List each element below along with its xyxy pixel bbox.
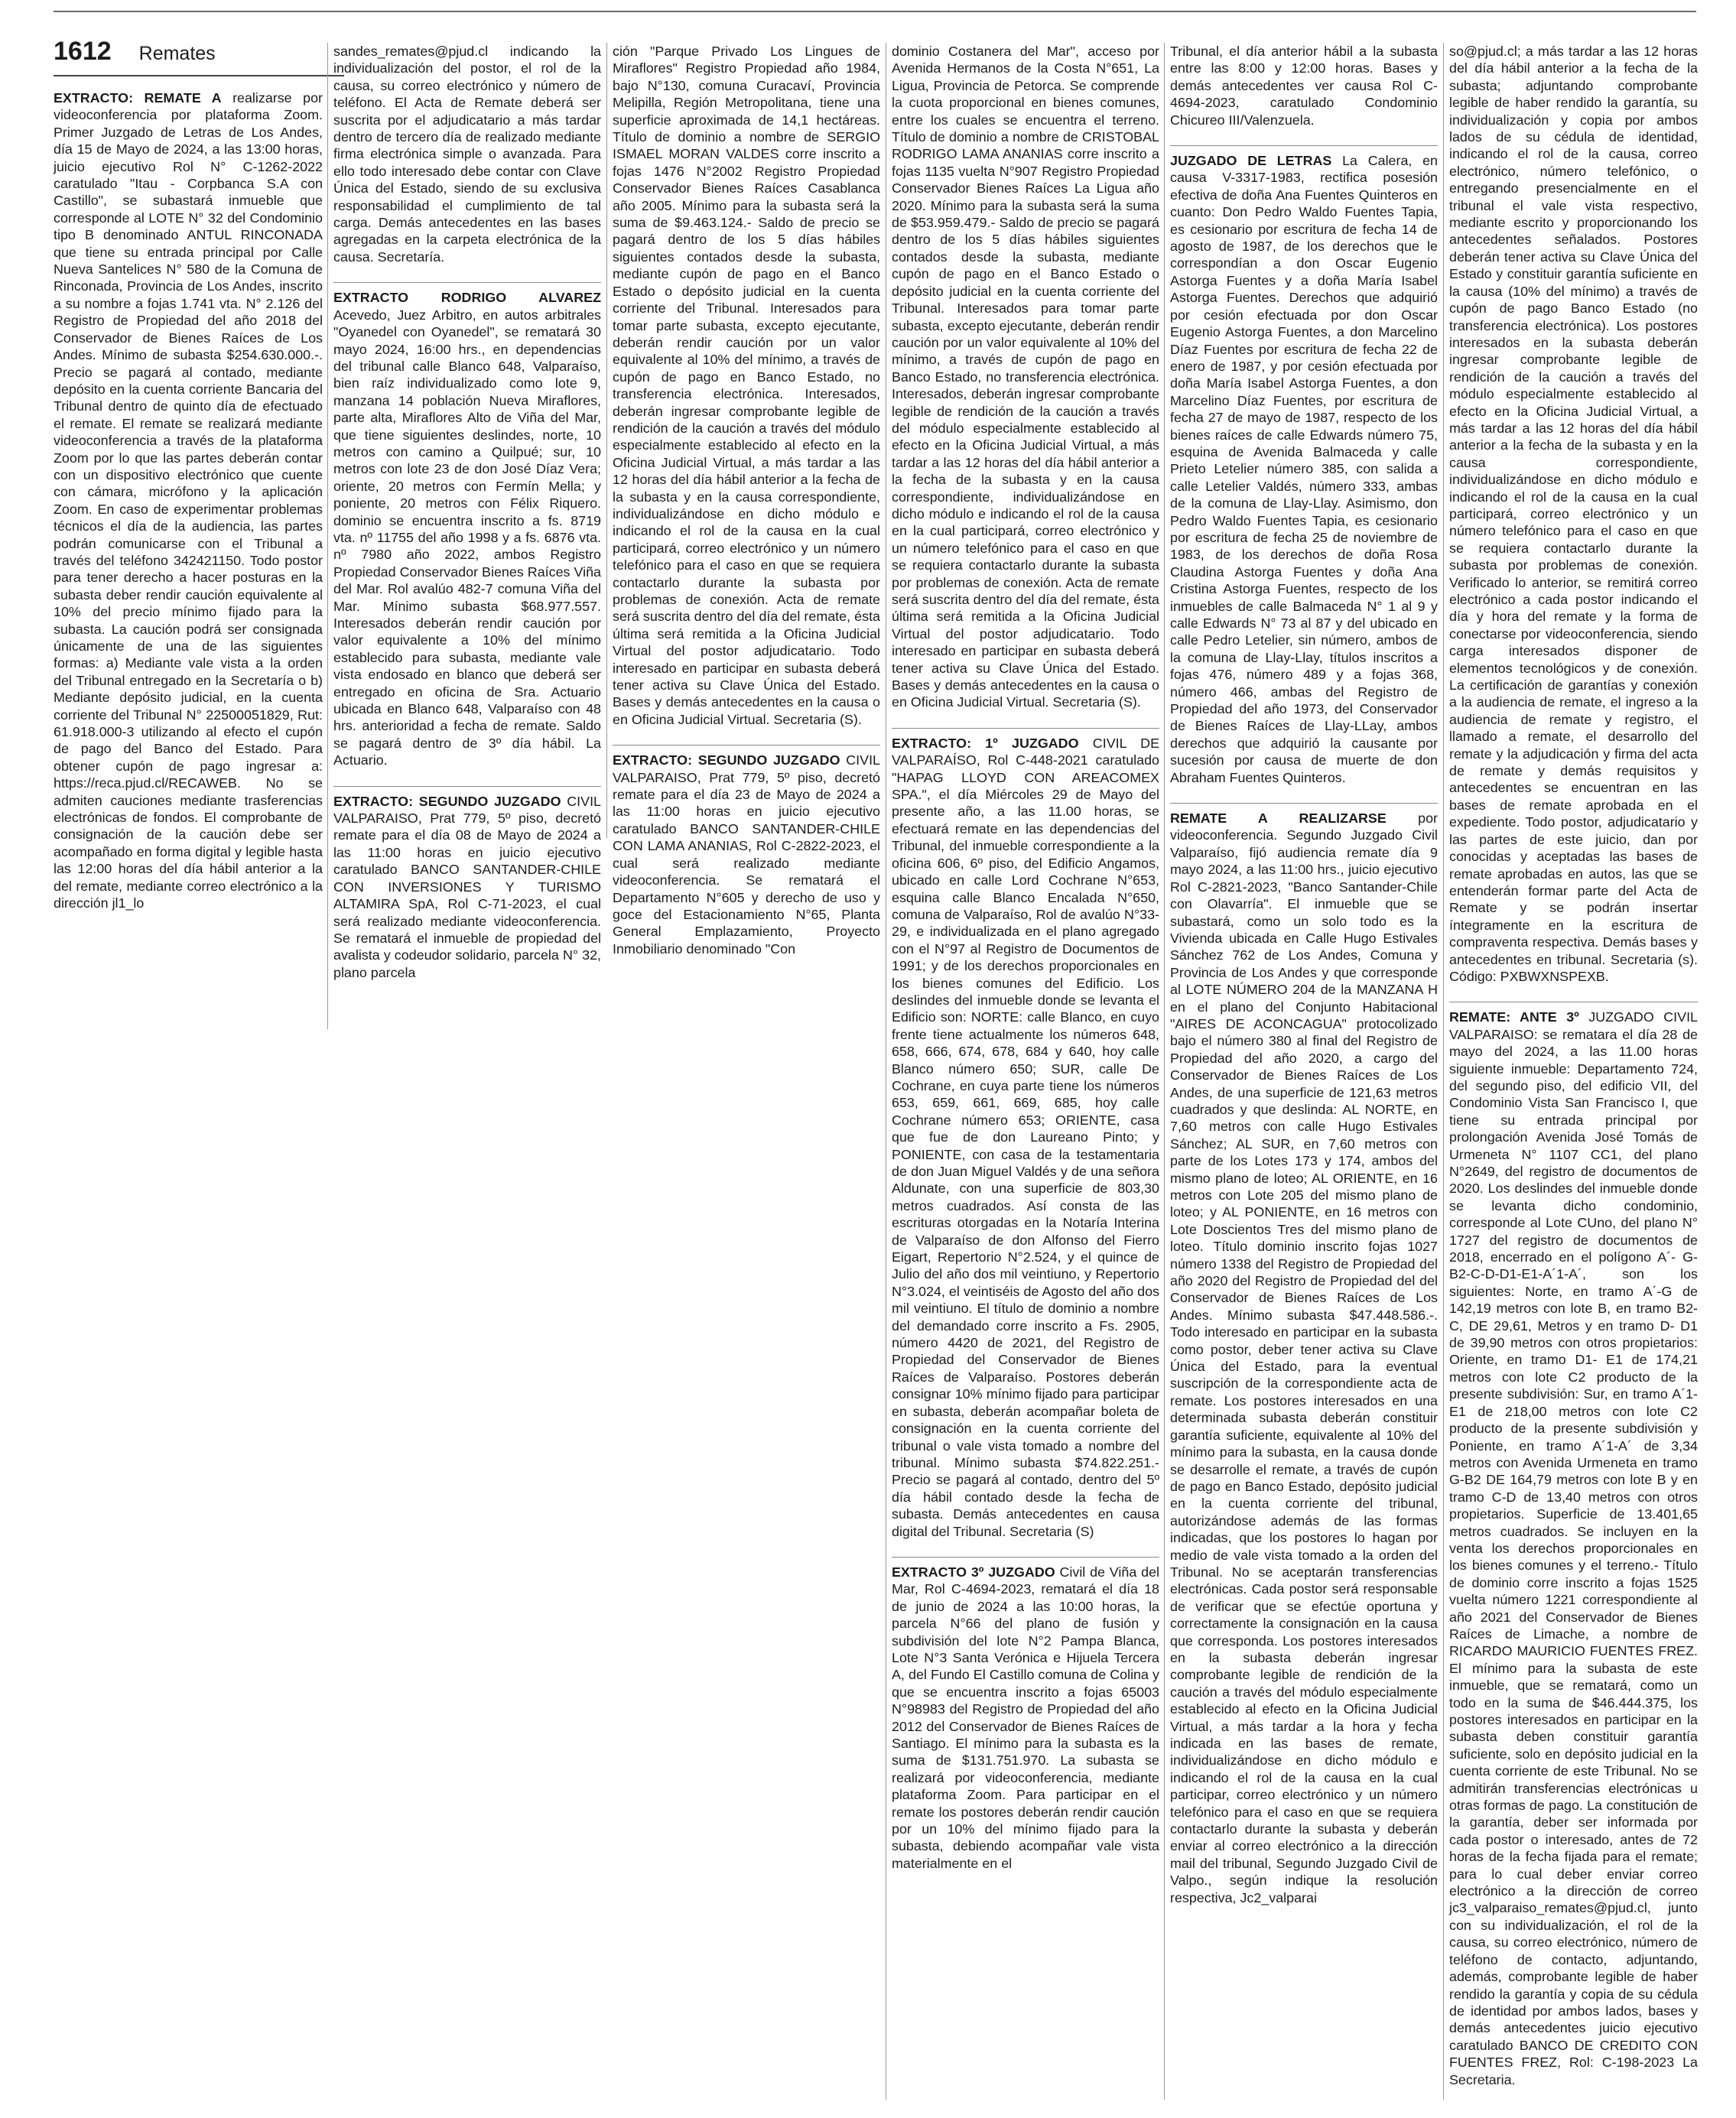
notice-heading: EXTRACTO: 1º JUZGADO — [892, 735, 1079, 751]
notice-body: dominio Costanera del Mar", acceso por Avenida Hermanos de la Costa N°651, La Ligua, Provincia de Petorca. Se comprende la cuota proporcional en bienes comunes, entre los cuales se encuentra el terreno. Título de dominio a nombre de CRISTOBAL RODRIGO LAMA ANANIAS corre inscrito a fojas 1135 vuelta N°907 Registro Propiedad Conservador Bienes Raíces La Ligua año 2020. Mínimo para la subasta será la suma de $53.959.479.- Saldo de precio se pagará dentro de los 5 días hábiles siguientes contados desde la subasta, mediante cupón de pago en el Banco Estado o depósito judicial en la cuenta corriente del Tribunal. Interesados para tomar parte subasta, excepto ejecutante, deberán rendir caución por un valor equivalente al 10% del mínimo, a través de cupón de pago en Banco Estado, no transferencia electrónica. Interesados, deberán ingresar comprobante legible de rendición de la caución a través del módulo especialmente establecido al efecto en la Oficina Judicial Virtual, a más tardar a las 12 horas del día hábil anterior a la fecha de la subasta y en la causa correspondiente, individualizándose en dicho módulo e indicando el rol de la causa en la cual participará, correo electrónico y un número telefónico para el caso en que se requiera contactarlo durante la subasta por problemas de conexión. Acta de remate será suscrita dentro del día del remate, ésta última será remitida a la Oficina Judicial Virtual del postor adjudicatario. Todo interesado en participar en subasta deberá tener activa su Clave Única del Estado. Bases y demás antecedentes en la causa o en Oficina Judicial Virtual. Secretaria (S). — [892, 44, 1159, 710]
column-divider — [1164, 43, 1165, 2100]
column-1 — [54, 89, 323, 929]
legal-notice — [1170, 810, 1438, 1906]
notice-body: por videoconferencia. Segundo Juzgado Civil Valparaíso, fijó audiencia remate día 9 mayo 2024, a las 11:00 hrs., juicio ejecutivo Rol C-2821-2023, "Banco Santander-Chile con Olavarría". El inmueble que se subastará, como un solo todo es la Vivienda ubicada en Calle Hugo Estivales Sánchez 762 de Los Andes, Comuna y Provincia de Los Andes y que corresponde al LOTE NÚMERO 204 de la MANZANA H en el plano del Conjunto Habitacional "AIRES DE ACONCAGUA" protocolizado bajo el número 380 al final del Registro de Propiedad del año 2020, a cargo del Conservador de Bienes Raíces de Los Andes, de una superficie de 121,63 metros cuadrados y que deslinda: AL NORTE, en 7,60 metros con calle Hugo Estivales Sánchez; AL SUR, en 7,60 metros con parte de los Lotes 173 y 174, ambos del mismo plano de loteo; AL ORIENTE, en 16 metros con Lote 205 del mismo plano de loteo; y AL PONIENTE, en 16 metros con Lote Doscientos Tres del mismo plano de loteo. Título dominio inscrito fojas 1027 número 1338 del Registro de Propiedad del año 2020 del Registro de Propiedad del del Conservador de Bienes Raíces de Los Andes. Mínimo subasta $47.448.586.-. Todo interesado en participar en la subasta como postor, deber tener activa su Clave Única del Estado, para la eventual suscripción de la correspondiente acta de remate. Los postores interesados en una determinada subasta deberán constituir garantía suficiente, equivalente al 10% del mínimo para la subasta, en la causa donde se desarrolle el remate, a través de cupón de pago en Banco Estado, depósito judicial en la cuenta corriente del tribunal, autorizándose además de las formas indicadas, que los postores lo hagan por medio de vale vista tomado a la orden del Tribunal. No se aceptarán transferencias electrónicas. Cada postor será responsable de verificar que se efectúe oportuna y correctamente la consignación en la causa que corresponda. Los postores interesados en la subasta deberán ingresar comprobante legible de rendición de la caución a través del módulo especialmente establecido al efecto en la Oficina Judicial Virtual, a más tardar a la hora y fecha indicada en las bases de remate, individualizándose en dicho módulo e indicando el rol de la causa en la cual participar, correo electrónico y un número telefónico para el caso en que se requiera contactarlo durante la subasta y deberán enviar al correo electrónico a la dirección mail del tribunal, Segundo Juzgado Civil de Valpo., según indique la resolución respectiva, Jc2_valparai — [1170, 810, 1438, 1905]
notice-body: sandes_remates@pjud.cl indicando la individualización del postor, el rol de la causa, su correo electrónico y número de teléfono. El Acta de Remate deberá ser suscrita por el adjudicatario a más tardar dentro de tercero día de realizado mediante firma electrónica simple o avanzada. Para ello todo interesado debe contar con Clave Única del Estado, siendo de su exclusiva responsabilidad el cumplimiento de tal carga. Demás antecedentes en las bases agregadas en la carpeta electrónica de la causa. Secretaría. — [333, 44, 601, 265]
page-number: 1612 — [54, 37, 112, 66]
notice-body: JUZGADO CIVIL VALPARAISO: se rematara el día 28 de mayo del 2024, a las 11.00 horas siguiente inmueble: Departamento 724, del segundo piso, del edificio VII, del Condominio Vista San Francisco I, que tiene su entrada principal por prolongación Avenida José Tomás de Urmeneta N° 1107 CC1, del plano N°2649, del registro de documentos de 2020. Los deslindes del inmueble donde se levanta dicho condominio, corresponde al Lote CUno, del plano N° 1727 del registro de documentos de 2018, encerrado en el polígono A´- G- B2-C-D-D1-E1-A´1-A´, son los siguientes: Norte, en tramo A´-G de 142,19 metros con lote B, en tramo B2-C, DE 29,61, Metros y en tramo D- D1 de 39,90 metros con otros propietarios: Oriente, en tramo D1- E1 de 174,21 metros con lote C2 producto de la presente subdivisión: Sur, en tramo A´1-E1 de 218,00 metros con lote C2 producto de la presente subdivisión y Poniente, en tramo A´1-A´ de 3,34 metros con Avenida Urmeneta en tramo G-B2 DE 164,79 metros con lote B y en tramo C-D de 13,40 metros con otros propietarios. Superficie de 13.401,65 metros cuadrados. Se incluyen en la venta los derechos proporcionales en los bienes comunes y el terreno.- Título de dominio corre inscrito a fojas 1525 vuelta número 1221 correspondiente al año 2021 del Conservador de Bienes Raíces de Limache, a nombre de RICARDO MAURICIO FUENTES FREZ. El mínimo para la subasta de este inmueble, que se rematará, como un todo en la suma de $46.444.375, los postores interesados en participar en la subasta deben constituir garantía suficiente, solo en depósito judicial en la cuenta corriente de este Tribunal. No se admitirán transferencias electrónicas u otras formas de pago. La constitución de la garantía, deber ser informada por cada postor o interesado, antes de 72 horas de la fecha fijada para el remate; para lo cual deber enviar correo electrónico a la dirección de correo jc3_valparaiso_remates@pjud.cl, junto con su individualización, el rol de la causa, su correo electrónico, número de teléfono de contacto, adjuntando, además, comprobante legible de haber rendido la garantía y copia de su cédula de identidad por ambos lados, bases y demás antecedentes juicio ejecutivo caratulado BANCO DE CREDITO CON FUENTES FREZ, Rol: C-198-2023 La Secretaria. — [1449, 1009, 1698, 2087]
notice-separator — [333, 786, 601, 787]
legal-notice — [1170, 152, 1438, 786]
legal-notice — [333, 43, 601, 265]
notice-body: CIVIL VALPARAISO, Prat 779, 5º piso, decretó remate para el día 23 de Mayo de 2024 a las 11:00 horas en juicio ejecutivo caratulado BANCO SANTANDER-CHILE CON LAMA ANANIAS, Rol C-2822-2023, el cual será realizado mediante videoconferencia. Se rematará el Departamento N°605 y derecho de uso y goce del Estacionamiento N°65, Planta General Emplazamiento, Proyecto Inmobiliario denominado "Con — [613, 752, 881, 957]
column-2 — [333, 43, 601, 998]
legal-notice — [1449, 1009, 1698, 2088]
column-4 — [892, 43, 1159, 1889]
legal-notice — [613, 752, 880, 957]
notice-body: CIVIL DE VALPARAÍSO, Rol C-448-2021 caratulado "HAPAG LLOYD CON AREACOMEX SPA.", el día Miércoles 29 de Mayo del presente año, a las 11.00 horas, se efectuará remate en las dependencias del Tribunal, del inmueble correspondiente a la oficina 606, 6º piso, del Edificio Angamos, ubicado en calle Lord Cochrane N°653, esquina calle Blanco Encalada N°650, comuna de Valparaíso, Rol de avalúo N°33-29, e individualizada en el plano agregado con el N°97 al Registro de Documentos de 1991; y de los derechos proporcionales en los bienes comunes del Edificio. Los deslindes del inmueble donde se levanta el Edificio son: NORTE: calle Blanco, en cuyo frente tiene actualmente los números 648, 658, 666, 674, 678, 684 y 640, hoy calle Blanco número 650; SUR, calle De Cochrane, en cuya parte tiene los números 653, 659, 661, 669, 685, hoy calle Cochrane número 653; ORIENTE, casa que fue de don Laureano Pinto; y PONIENTE, con casa de la testamentaria de don Juan Miguel Valdés y de una señora Aldunate, con una superficie de 803,30 metros cuadrados. Así consta de las escrituras otorgadas en la Notaría Interina de Valparaíso de don Alfonso del Fierro Eigart, Repertorio N°2.524, y el quince de Julio del año dos mil veintiuno, y Repertorio N°3.024, el veintiséis de Agosto del año dos mil veintiuno. El título de dominio a nombre del demandado corre inscrito a Fs. 2905, número 4420 de 2021, del Registro de Propiedad del Conservador de Bienes Raíces de Valparaíso. Postores deberán consignar 10% mínimo fijado para participar en subasta, deberán acompañar boleta de consignación en la cuenta corriente del tribunal o vale vista tomado a nombre del tribunal. Mínimo subasta $74.822.251.- Precio se pagará al contado, dentro del 5º día hábil contado desde la fecha de subasta. Demás antecedentes en causa digital del Tribunal. Secretaria (S) — [892, 735, 1159, 1539]
notice-body: Civil de Viña del Mar, Rol C-4694-2023, rematará el día 18 de junio de 2024 a las 10:00 horas, la parcela N°66 del plano de fusión y subdivisión del lote N°2 Pampa Blanca, Lote N°3 Santa Verónica e Hijuela Tercera A, del Fundo El Castillo comuna de Colina y que se encuentra inscrito a fojas 65003 N°98983 del Registro de Propiedad del año 2012 del Conservador de Bienes Raíces de Santiago. El mínimo para la subasta es la suma de $131.751.970. La subasta se realizará por videoconferencia, mediante plataforma Zoom. Para participar en el remate los postores deberán rendir caución por un 10% del mínimo fijado para la subasta, debiendo acompañar vale vista materialmente en el — [892, 1564, 1159, 1871]
notice-heading: EXTRACTO RODRIGO ALVAREZ — [333, 290, 601, 306]
notice-body: CIVIL VALPARAISO, Prat 779, 5º piso, decretó remate para el día 08 de Mayo de 2024 a las 11:00 horas en juicio ejecutivo caratulado BANCO SANTANDER-CHILE CON INVERSIONES Y TURISMO ALTAMIRA SpA, Rol C-71-2023, el cual será realizado mediante videoconferencia. Se rematará el inmueble de propiedad del avalista y codeudor solidario, parcela N° 32, plano parcela — [333, 793, 602, 980]
legal-notice — [1449, 43, 1698, 985]
column-6 — [1449, 43, 1698, 2105]
notice-body: Acevedo, Juez Arbitro, en autos arbitrales "Oyanedel con Oyanedel", se rematará 30 mayo 2024, 16:00 hrs., en dependencias del tribunal calle Blanco 648, Valparaíso, bien raíz individualizado como lote 9, manzana 14 población Nueva Miraflores, parte alta, Miraflores Alto de Viña del Mar, que tiene siguientes deslindes, norte, 10 metros con camino a Quilpué; sur, 10 metros con lote 23 de don José Díaz Vera; oriente, 20 metros con Fermín Mella; y poniente, 20 metros con Félix Riquero. dominio se encuentra inscrito a fs. 8719 vta. nº 11755 del año 1998 y a fs. 6876 vta. nº 7980 año 2022, ambos Registro Propiedad Conservador Bienes Raíces Viña del Mar. Rol avalúo 482-7 comuna Viña del Mar. Mínimo subasta $68.977.557. Interesados deberán rendir caución por valor equivalente a 10% del mínimo establecido para subasta, mediante vale vista endosado en blanco que deberá ser entregado en oficina de Sra. Actuario ubicada en Blanco 648, Valparaíso con 48 hrs. anterioridad a fecha de remate. Saldo se pagará dentro de 3º día hábil. La Actuario. — [333, 307, 601, 768]
section-title: Remates — [138, 43, 216, 64]
legal-notice — [54, 89, 323, 912]
notice-body: so@pjud.cl; a más tardar a las 12 horas del día hábil anterior a la fecha de la subasta; adjuntando comprobante legible de haber rendido la garantía, su individualización y copia por ambos lados de su cédula de identidad, indicando el rol de la causa, correo electrónico, número telefónico, o entregando presencialmente en el tribunal el vale vista respectivo, mediante escrito y proporcionando los antecedentes señalados. Postores deberán tener activa su Clave Única del Estado y constituir garantía suficiente en la causa (10% del mínimo) a través de cupón de pago Banco Estado (no transferencia electrónica). Los postores interesados en la subasta deberán ingresar comprobante legible de rendición de la caución a través del módulo especialmente establecido al efecto en la Oficina Judicial Virtual, a más tardar a las 12 horas del día hábil anterior a la fecha de la subasta y en la causa correspondiente, individualizándose en dicho módulo e indicando el rol de la causa en la cual participará, correo electrónico y un número telefónico para el caso en que se requiera contactarlo durante la subasta por problemas de conexión. Verificado lo anterior, se remitirá correo electrónico a cada postor indicando el día y hora del remate y la forma de conectarse por videoconferencia, siendo carga interesados disponer de elementos tecnológicos y de conexión. La certificación de garantías y conexión a la audiencia de remate, el ingreso a la audiencia de remate y registro, el llamado a remate, el desarrollo del remate y la adjudicación y firma del acta de remate y demás requisitos y antecedentes se encuentran en las bases de remate aprobada en el expediente. Todo postor, adjudicatario y las partes de este juicio, dan por conocidas y aceptadas las bases de remate aprobadas en autos, las que se entenderán formar parte del Acta de Remate y se podrán insertar íntegramente en la escritura de compraventa respectiva. Demás bases y antecedentes en tribunal. Secretaria (s). Código: PXBWXNSPEXB. — [1449, 44, 1698, 984]
notice-heading: REMATE: ANTE 3º — [1449, 1009, 1579, 1025]
notice-heading: EXTRACTO: REMATE A — [54, 90, 222, 106]
notice-heading: EXTRACTO: SEGUNDO JUZGADO — [333, 793, 561, 809]
notice-heading: EXTRACTO 3º JUZGADO — [892, 1564, 1055, 1580]
notice-separator — [1170, 803, 1438, 804]
notice-body: La Calera, en causa V-3317-1983, rectifica posesión efectiva de doña Ana Fuentes Quinteros en cuanto: Don Pedro Waldo Fuentes Tapia, es cesionario por escritura de fecha 14 de agosto de 1987, de los derechos que le correspondían a don Oscar Eugenio Astorga Fuentes y a doña María Isabel Astorga Fuentes. Derechos que adquirió por cesión efectuada por don Oscar Eugenio Astorga Fuentes, a don Marcelino Díaz Fuentes por escritura de fecha 22 de enero de 1987, y por cesión efectuada por doña María Isabel Astorga Fuentes, a don Marcelino Díaz Fuentes, por escritura de fecha 27 de mayo de 1987, respecto de los bienes raíces de calle Edwards número 75, esquina de Avenida Balmaceda y calle Prieto Letelier número 385, con salida a calle Letelier Valdés, número 333, ambas de la comuna de Llay-Llay. Asimismo, don Pedro Waldo Fuentes Tapia, es cesionario por escritura de fecha 25 de noviembre de 1983, de los derechos de doña Rosa Claudina Astorga Fuentes y doña Ana Cristina Astorga Fuentes, respecto de los inmuebles de calle Balmaceda N° 1 al 9 y calle Edwards N° 73 al 87 y del ubicado en calle Pedro Letelier, sin número, ambos de la comuna de Llay-Llay, títulos inscritos a fojas 476, número 489 y a fojas 368, número 466, ambas del Registro de Propiedad del año 1973, del Conservador de Bienes Raíces de Llay-LLay, ambos derechos que adquirió la causante por sucesión por causa de muerte de don Abraham Fuentes Quinteros. — [1170, 153, 1438, 785]
top-rule — [54, 11, 1696, 12]
legal-notice — [1170, 43, 1438, 128]
notice-separator — [892, 1557, 1159, 1558]
notice-heading: EXTRACTO: SEGUNDO JUZGADO — [613, 752, 840, 768]
column-3 — [613, 43, 880, 974]
notice-heading: REMATE A REALIZARSE — [1170, 810, 1387, 827]
notice-body: Tribunal, el día anterior hábil a la subasta entre las 8:00 y 12:00 horas. Bases y demás antecedentes ver causa Rol C-4694-2023, caratulado Condominio Chicureo III/Valenzuela. — [1170, 44, 1438, 128]
column-divider — [1443, 43, 1444, 2100]
legal-notice — [333, 793, 601, 981]
page-header — [54, 37, 344, 76]
column-divider — [327, 43, 328, 1029]
notice-separator — [892, 728, 1159, 729]
notice-separator — [333, 282, 601, 283]
column-5 — [1170, 43, 1438, 1923]
notice-separator — [613, 745, 880, 746]
notice-body: realizarse por videoconferencia por plataforma Zoom. Primer Juzgado de Letras de Los Andes, día 15 de Mayo de 2024, a las 13:00 horas, juicio ejecutivo Rol N° C-1262-2022 caratulado "Itau - Corpbanca S.A con Castillo", se subastará inmueble que corresponde al LOTE N° 32 del Condominio tipo B denominado ANTUL RINCONADA que tiene su entrada principal por Calle Nueva Santelices N° 580 de la Comuna de Rinconada, Provincia de Los Andes, inscrito a su nombre a fojas 1.741 vta. N° 2.126 del Registro de Propiedad del año 2018 del Conservador de Bienes Raíces de Los Andes. Mínimo de subasta $254.630.000.-. Precio se pagará al contado, mediante depósito en la cuenta corriente Bancaria del Tribunal dentro de quinto día de efectuado el remate. El remate se realizará mediante videoconferencia a través de la plataforma Zoom por lo que las partes deberán contar con un dispositivo electrónico que cuente con cámara, micrófono y la aplicación Zoom. En caso de experimentar problemas técnicos el día de la audiencia, las partes podrán comunicarse con el Tribunal a través del teléfono 342421150. Todo postor para tener derecho a hacer posturas en la subasta deber rendir caución equivalente al 10% del precio mínimo fijado para la subasta. La caución podrá ser consignada únicamente de una de las siguientes formas: a) Mediante vale vista a la orden del Tribunal entregado en la Secretaría o b) Mediante depósito judicial, en la cuenta corriente del Tribunal N° 22500051829, Rut: 61.918.000-3 utilizando al efecto el cupón de pago del Banco del Estado. Para obtener cupón de pago ingresar a: https://reca.pjud.cl/RECAWEB. No se admiten cauciones mediante trasferencias electrónicas de fondos. El comprobante de consignación de la caución debe ser acompañado en forma digital y legible hasta las 12:00 horas del día hábil anterior a la del remate, mediante correo electrónico a la dirección jl1_lo — [54, 90, 323, 911]
notice-separator — [1170, 145, 1438, 146]
legal-notice — [892, 735, 1159, 1540]
notice-heading: JUZGADO DE LETRAS — [1170, 153, 1332, 169]
legal-notice — [892, 1564, 1159, 1872]
legal-notice — [333, 289, 601, 768]
legal-notice — [892, 43, 1159, 711]
notice-body: ción "Parque Privado Los Lingues de Miraflores" Registro Propiedad año 1984, bajo N°130, comuna Curacaví, Provincia Melipilla, Región Metropolitana, tiene una superficie aproximada de 14,1 hectáreas. Título de dominio a nombre de SERGIO ISMAEL MORAN VALDES corre inscrito a fojas 1476 N°2002 Registro Propiedad Conservador Bienes Raíces Casablanca año 2005. Mínimo para la subasta será la suma de $9.463.124.- Saldo de precio se pagará dentro de los 5 días hábiles siguientes contados desde la subasta, mediante cupón de pago en el Banco Estado o depósito judicial en la cuenta corriente del Tribunal. Interesados para tomar parte subasta, excepto ejecutante, deberán rendir caución por un valor equivalente al 10% del mínimo, a través de cupón de pago en Banco Estado, no transferencia electrónica. Interesados, deberán ingresar comprobante legible de rendición de la caución a través del módulo especialmente establecido al efecto en la Oficina Judicial Virtual, a más tardar a las 12 horas del día hábil anterior a la fecha de la subasta y en la causa correspondiente, individualizándose en dicho módulo e indicando el rol de la causa en la cual participará, correo electrónico y un número telefónico para el caso en que se requiera contactarlo durante la subasta por problemas de conexión. Acta de remate será suscrita dentro del día del remate, ésta última será remitida a la Oficina Judicial Virtual del postor adjudicatario. Todo interesado en participar en subasta deberá tener activa su Clave Única del Estado. Bases y demás antecedentes en la causa o en Oficina Judicial Virtual. Secretaria (S). — [613, 44, 880, 727]
column-divider — [606, 43, 607, 838]
legal-notice — [613, 43, 880, 728]
